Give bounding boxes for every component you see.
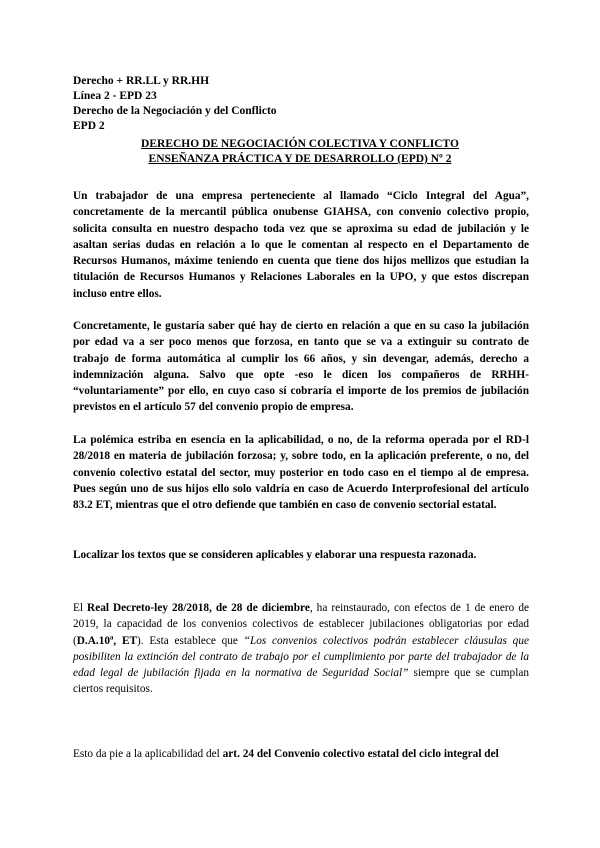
legal-quote: “Los convenios colectivos podrán establecer cláusulas que posibiliten la extinción del contrato de trabajo por el cumplimiento por parte del trabajador de la edad legal de jubilación fijada en la normativa de Seguridad Social” [73, 634, 529, 680]
text: siempre que se cumplan ciertos requisitos. [73, 667, 529, 696]
case-paragraph-1: Un trabajador de una empresa perteneciente al llamado “Ciclo Integral del Agua”, concretamente de la mercantil pública onubense GIAHSA, con convenio colectivo propio, solicita consulta en nuestro despacho toda vez que se aproxima su edad de jubilación y le asaltan serias dudas en relación a lo que le comentan al respecto en el Departamento de Recursos Humanos, máxime teniendo en cuenta que tiene dos hijos mellizos que estudian la titulación de Recursos Humanos y Relaciones Laborales en la UPO, y que estos discrepan incluso entre ellos. [73, 190, 529, 300]
case-paragraph-3: La polémica estriba en esencia en la aplicabilidad, o no, de la reforma operada por el RD-l 28/2018 en materia de jubilación forzosa; y, sobre todo, en la aplicación preferente, o no, del convenio colectivo estatal del sector, muy posterior en todo caso en el tiempo al de empresa. Pues según uno de sus hijos ello solo valdría en caso de Acuerdo Interprofesional del artículo 83.2 ET, mientras que el otro defiende que también en caso de convenio sectorial estatal. [73, 434, 529, 512]
convenio-reference: art. 24 del Convenio colectivo estatal del ciclo integral del [222, 748, 499, 760]
answer-paragraph-1 [73, 600, 529, 698]
epd-number: EPD 2 [73, 120, 105, 132]
answer-paragraph-2 [73, 746, 529, 762]
text: ). Esta establece que [137, 634, 244, 647]
text: , ha reinstaurado, con efectos de 1 de enero de 2019, la capacidad de los convenios colectivos de establecer jubilaciones obligatorias por edad ( [73, 602, 529, 647]
law-reference: Real Decreto-ley 28/2018, de 28 de diciembre [87, 602, 310, 614]
article-reference: D.A.10ª, ET [76, 634, 138, 647]
document-title-line1: DERECHO DE NEGOCIACIÓN COLECTIVA Y CONFLICTO [141, 138, 459, 150]
text: El [73, 602, 88, 614]
task-instruction: Localizar los textos que se consideren aplicables y elaborar una respuesta razonada. [73, 549, 477, 561]
text: Esto da pie a la aplicabilidad del [73, 748, 223, 760]
case-paragraph-2: Concretamente, le gustaría saber qué hay de cierto en relación a que en su caso la jubilación por edad va a ser poco menos que forzosa, en tanto que se va a extinguir su contrato de trabajo de forma automática al cumplir los 66 años, y sin devengar, además, derecho a indemnización alguna. Salvo que opte -eso le dicen los compañeros de RRHH- “voluntariamente” por ello, en cuyo caso sí cobraría el importe de los premios de jubilación previstos en el artículo 57 del convenio propio de empresa. [73, 320, 529, 414]
subject-name: Derecho de la Negociación y del Conflicto [73, 105, 277, 117]
course-line: Línea 2 - EPD 23 [73, 90, 157, 102]
document-title-line2: ENSEÑANZA PRÁCTICA Y DE DESARROLLO (EPD) Nº 2 [148, 153, 452, 165]
course-title: Derecho + RR.LL y RR.HH [73, 75, 210, 87]
